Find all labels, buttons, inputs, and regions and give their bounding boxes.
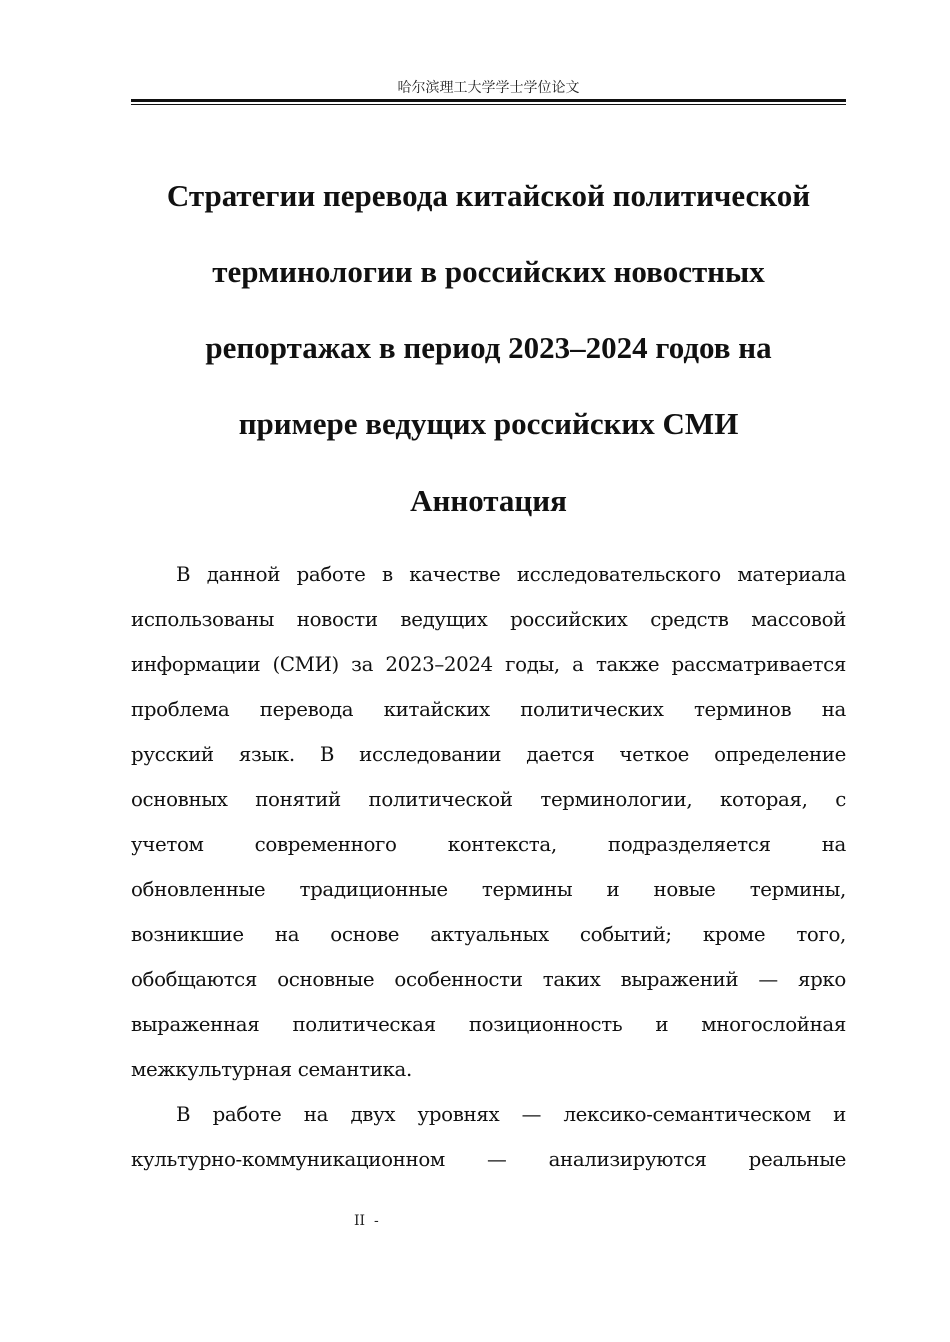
text-line: культурно-коммуникационном — анализируются реальные	[131, 1148, 846, 1171]
text-line: обновленные традиционные термины и новые термины,	[131, 878, 846, 901]
text-line: проблема перевода китайских политических терминов на	[131, 698, 846, 721]
text-line: В данной работе в качестве исследовательского материала	[176, 563, 846, 586]
text-line: В работе на двух уровнях — лексико-семантическом и	[176, 1103, 846, 1126]
header-rule-thick	[131, 99, 846, 102]
paragraph	[131, 552, 846, 1092]
page-number: II -	[354, 1213, 379, 1229]
title-line: примере ведущих российских СМИ	[238, 406, 739, 441]
text-line: учетом современного контекста, подразделяется на	[131, 833, 846, 856]
text-line: информации (СМИ) за 2023–2024 годы, а также рассматривается	[131, 653, 846, 676]
title-line: терминологии в российских новостных	[212, 254, 765, 289]
text-line: русский язык. В исследовании дается четкое определение	[131, 743, 846, 766]
title-line: репортажах в период 2023–2024 годов на	[205, 330, 772, 365]
title-line: Стратегии перевода китайской политической	[166, 178, 811, 213]
text-line: межкультурная семантика.	[131, 1058, 412, 1081]
text-line: основных понятий политической терминологии, которая, с	[131, 788, 846, 811]
paragraph	[131, 1092, 846, 1182]
text-line: использованы новости ведущих российских средств массовой	[131, 608, 846, 631]
text-line: выраженная политическая позиционность и многослойная	[131, 1013, 846, 1036]
abstract-body	[131, 552, 846, 1182]
header-rule-thin	[131, 104, 846, 105]
text-line: обобщаются основные особенности таких выражений — ярко	[131, 968, 846, 991]
running-header: 哈尔滨理工大学学士学位论文	[397, 80, 580, 96]
thesis-title	[131, 158, 846, 462]
section-heading: Аннотация	[410, 483, 567, 518]
text-line: возникшие на основе актуальных событий; кроме того,	[131, 923, 846, 946]
